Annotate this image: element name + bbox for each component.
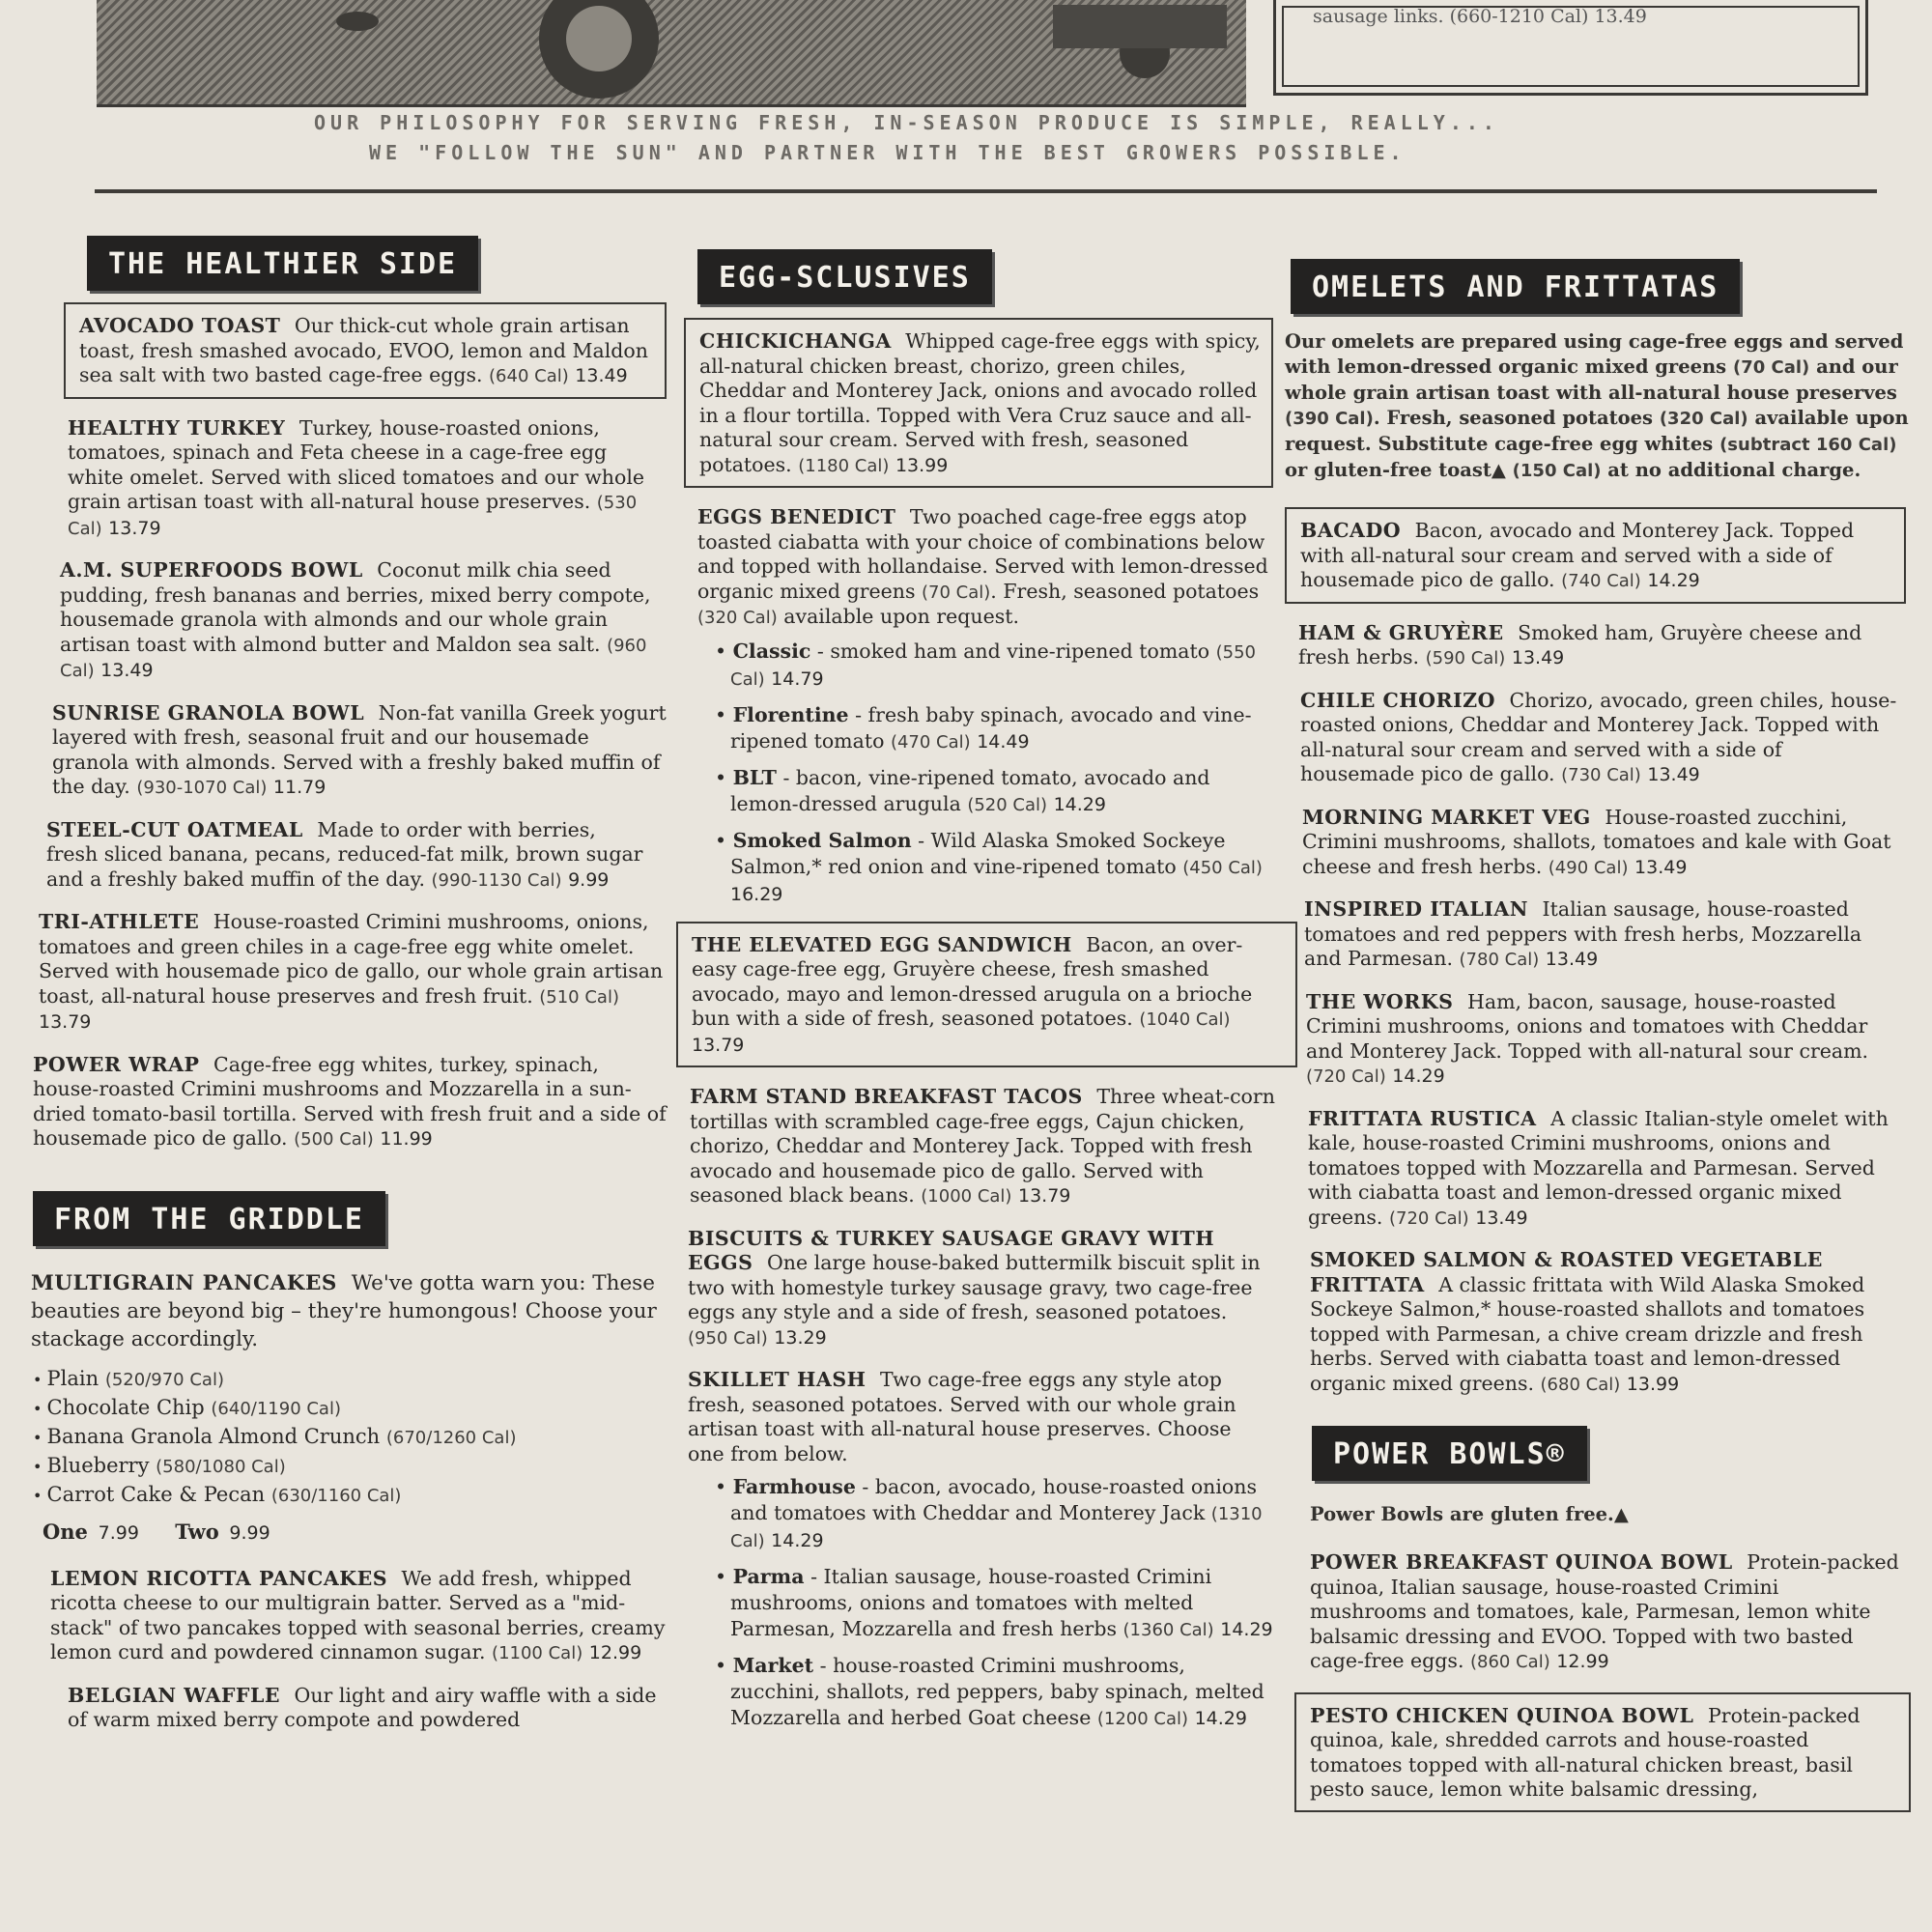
item-desc: Whipped cage-free eggs with spicy, all-natural chicken breast, chorizo, green chiles, Cheddar and Monterey Jack, onions and avocado rolled in a flour tortilla. Topped with Vera Cruz sauce and all-natural sour cream. Served with fresh, seasoned potatoes.: [699, 329, 1261, 476]
item-name: SUNRISE GRANOLA BOWL: [52, 700, 365, 724]
menu-item: [1310, 1248, 1909, 1397]
philosophy-statement: [97, 108, 1642, 168]
list-item: • BLT - bacon, vine-ripened tomato, avocado and lemon-dressed arugula (520 Cal) 14.29: [715, 765, 1210, 815]
section-title-omelets: OMELETS AND FRITTATAS: [1291, 259, 1740, 314]
item-price: 14.29: [1392, 1065, 1445, 1087]
item-price: 14.29: [1647, 570, 1700, 591]
item-price: 11.99: [380, 1128, 433, 1150]
item-name: PESTO CHICKEN QUINOA BOWL: [1310, 1703, 1694, 1727]
list-item: • Carrot Cake & Pecan (630/1160 Cal): [33, 1481, 667, 1510]
item-price: 13.49: [1511, 647, 1565, 668]
item-price: 13.29: [774, 1326, 827, 1349]
item-calories: (780 Cal): [1459, 950, 1540, 970]
menu-item: [1302, 806, 1901, 881]
item-name: AVOCADO TOAST: [79, 314, 281, 337]
item-calories: (860 Cal): [1470, 1652, 1550, 1672]
item-desc: House-roasted Crimini mushrooms, onions, tomatoes and green chiles in a cage-free egg white omelet. Served with housemade pico de gallo, our whole grain artisan toast, all-natural house preserves and fresh fruit.: [39, 910, 664, 1008]
divider: [95, 189, 1877, 193]
menu-item: [684, 318, 1273, 488]
item-name: SKILLET HASH: [688, 1368, 867, 1391]
menu-item: [1300, 689, 1899, 788]
column-middle: [684, 249, 1273, 1746]
list-item: • Farmhouse - bacon, avocado, house-roasted onions and tomatoes with Cheddar and Monterey Jack (1310 Cal) 14.29: [715, 1475, 1263, 1551]
item-name: BELGIAN WAFFLE: [68, 1683, 281, 1707]
item-calories: (1100 Cal): [492, 1643, 583, 1663]
section-title-egg-sclusives: EGG-SCLUSIVES: [697, 249, 992, 304]
item-name: FRITTATA RUSTICA: [1308, 1106, 1537, 1130]
item-name: THE ELEVATED EGG SANDWICH: [692, 932, 1072, 956]
menu-item: [688, 1368, 1273, 1466]
menu-item: [1306, 990, 1905, 1090]
item-name: EGGS BENEDICT: [697, 505, 896, 528]
item-calories: (640 Cal): [489, 366, 569, 386]
item-calories: (930-1070 Cal): [136, 778, 268, 798]
philosophy-line-2: WE "FOLLOW THE SUN" AND PARTNER WITH THE BEST GROWERS POSSIBLE.: [369, 141, 1406, 164]
list-item: • Parma - Italian sausage, house-roasted Crimini mushrooms, onions and tomatoes with melted Parmesan, Mozzarella and fresh herbs (1360 Cal) 14.29: [715, 1565, 1273, 1640]
item-calories: (720 Cal): [1306, 1066, 1386, 1087]
item-desc: Italian sausage, house-roasted tomatoes and red peppers with fresh herbs, Mozzarella and Parmesan.: [1304, 897, 1862, 970]
list-item: • Blueberry (580/1080 Cal): [33, 1452, 667, 1481]
item-price: 13.99: [1626, 1373, 1680, 1395]
menu-item: EGGS BENEDICT Two poached cage-free eggs atop toasted ciabatta with your choice of combinations below and topped with hollandaise. Served with lemon-dressed organic mixed greens (70 Cal). Fresh, seasoned potatoes (320 Cal) available upon request.: [697, 505, 1268, 628]
list-item: • Classic - smoked ham and vine-ripened tomato (550 Cal) 14.79: [715, 639, 1256, 690]
item-name: INSPIRED ITALIAN: [1304, 897, 1528, 921]
item-desc: Protein-packed quinoa, kale, shredded carrots and house-roasted tomatoes topped with all-natural chicken breast, basil pesto sauce, lemon white balsamic dressing,: [1310, 1703, 1861, 1801]
list-item: • Plain (520/970 Cal): [33, 1365, 667, 1394]
menu-item: [50, 1567, 667, 1666]
item-price: 13.49: [1545, 949, 1599, 970]
item-calories: (530 Cal): [68, 493, 638, 539]
stack-two-label: Two: [175, 1519, 219, 1544]
section-title-healthier-side: THE HEALTHIER SIDE: [87, 236, 478, 291]
item-price: 13.49: [1647, 764, 1700, 785]
item-desc: Cage-free egg whites, turkey, spinach, house-roasted Crimini mushrooms and Mozzarella in a sun-dried tomato-basil tortilla. Served with fresh fruit and a side of housemade pico de gallo.: [33, 1052, 667, 1150]
item-desc: Turkey, house-roasted onions, tomatoes, spinach and Feta cheese in a cage-free egg white omelet. Served with sliced tomatoes and our whole grain artisan toast with all-natural house preserves.: [68, 415, 645, 513]
stack-two-price: 9.99: [229, 1521, 270, 1544]
item-desc: We've gotta warn you: These beauties are beyond big – they're humongous! Choose your stackage accordingly.: [31, 1270, 657, 1351]
item-name: THE WORKS: [1306, 989, 1454, 1013]
item-price: 13.49: [575, 365, 628, 386]
benedict-options: [684, 639, 1273, 908]
section-title-griddle: FROM THE GRIDDLE: [33, 1191, 385, 1246]
item-desc: Bacon, an over-easy cage-free egg, Gruyère cheese, fresh smashed avocado, mayo and lemon-dressed arugula on a brioche bun with a side of fresh, seasoned potatoes.: [692, 932, 1253, 1030]
item-desc: Smoked ham, Gruyère cheese and fresh herbs.: [1298, 620, 1862, 668]
list-item: • Florentine - fresh baby spinach, avocado and vine-ripened tomato (470 Cal) 14.49: [715, 702, 1252, 753]
item-name: BISCUITS & TURKEY SAUSAGE GRAVY WITH EGGS: [688, 1226, 1215, 1274]
item-desc: Coconut milk chia seed pudding, fresh bananas and berries, mixed berry compote, housemade granola with almonds and our whole grain artisan toast with almond butter and Maldon sea salt.: [60, 558, 651, 656]
stack-pricing: [43, 1520, 667, 1544]
menu-item: [64, 302, 667, 399]
menu-item: [1310, 1550, 1899, 1675]
item-calories: (740 Cal): [1561, 571, 1641, 591]
menu-item: [1285, 507, 1906, 604]
item-calories: (1180 Cal): [798, 455, 890, 476]
menu-item: [46, 818, 645, 894]
item-desc: A classic frittata with Wild Alaska Smoked Sockeye Salmon,* house-roasted shallots and tomatoes topped with Parmesan, a chive cream drizzle and fresh herbs. Served with ciabatta toast and lemon-dressed organic mixed greens.: [1310, 1272, 1865, 1395]
item-name: A.M. SUPERFOODS BOWL: [60, 558, 363, 582]
item-price: 9.99: [568, 868, 610, 891]
item-name: MULTIGRAIN PANCAKES: [31, 1270, 337, 1295]
item-calories: (1040 Cal): [1139, 1009, 1231, 1030]
item-name: POWER BREAKFAST QUINOA BOWL: [1310, 1550, 1733, 1574]
item-calories: (730 Cal): [1561, 765, 1641, 785]
list-item: • Chocolate Chip (640/1190 Cal): [33, 1394, 667, 1423]
item-calories: (490 Cal): [1548, 857, 1629, 878]
menu-item: [68, 1684, 667, 1733]
item-price: 12.99: [1556, 1651, 1609, 1672]
item-desc: We add fresh, whipped ricotta cheese to our multigrain batter. Served as a "mid-stack" of two pancakes topped with seasonal berries, creamy lemon curd and powdered cinnamon sugar.: [50, 1566, 666, 1663]
item-name: TRI-ATHLETE: [39, 910, 200, 933]
menu-item: [1308, 1107, 1907, 1232]
menu-item: [690, 1085, 1298, 1209]
item-name: STEEL-CUT OATMEAL: [46, 817, 303, 841]
menu-item: [676, 922, 1297, 1068]
item-price: 13.79: [108, 517, 161, 539]
item-desc: House-roasted zucchini, Crimini mushrooms, shallots, tomatoes and kale with Goat cheese and fresh herbs.: [1302, 805, 1891, 878]
menu-item: [60, 558, 667, 684]
list-item: • Banana Granola Almond Crunch (670/1260 Cal): [33, 1423, 667, 1452]
item-calories: (500 Cal): [294, 1129, 374, 1150]
item-desc: Made to order with berries, fresh sliced banana, pecans, reduced-fat milk, brown sugar and a freshly baked muffin of the day.: [46, 817, 643, 891]
item-name: MORNING MARKET VEG: [1302, 805, 1591, 829]
item-name: FARM STAND BREAKFAST TACOS: [690, 1085, 1083, 1108]
item-desc: One large house-baked buttermilk biscuit split in two with homestyle turkey sausage gravy, two cage-free eggs any style and a side of fresh, seasoned potatoes.: [688, 1251, 1261, 1323]
item-desc: Chorizo, avocado, green chiles, house-roasted onions, Cheddar and Monterey Jack. Topped with all-natural sour cream and served with a side of housemade pico de gallo.: [1300, 688, 1897, 785]
top-menu-box: [1273, 0, 1868, 96]
menu-item: [1298, 621, 1888, 671]
item-desc: Bacon, avocado and Monterey Jack. Topped with all-natural sour cream and served with a side of housemade pico de gallo.: [1300, 519, 1855, 591]
menu-item: [68, 416, 667, 542]
philosophy-line-1: OUR PHILOSOPHY FOR SERVING FRESH, IN-SEASON PRODUCE IS SIMPLE, REALLY...: [314, 111, 1499, 134]
stack-one-label: One: [43, 1519, 88, 1544]
item-desc: Ham, bacon, sausage, house-roasted Crimini mushrooms, onions and tomatoes with Cheddar and Monterey Jack. Topped with all-natural sour cream.: [1306, 989, 1869, 1063]
power-bowls-note: Power Bowls are gluten free.▲: [1310, 1503, 1629, 1525]
item-price: 13.49: [1475, 1207, 1528, 1229]
item-calories: (70 Cal): [922, 582, 991, 603]
item-name: CHICKICHANGA: [699, 329, 892, 353]
item-name: POWER WRAP: [33, 1052, 200, 1076]
item-desc: Three wheat-corn tortillas with scrambled cage-free eggs, Cajun chicken, chorizo, Cheddar and Monterey Jack. Topped with fresh avocado and housemade pico de gallo. Served with seasoned black beans.: [690, 1085, 1275, 1207]
item-name: BACADO: [1300, 519, 1402, 542]
item-name: LEMON RICOTTA PANCAKES: [50, 1566, 387, 1590]
item-desc: Two poached cage-free eggs atop toasted ciabatta with your choice of combinations below and topped with hollandaise. Served with lemon-dressed organic mixed greens: [697, 505, 1268, 603]
item-calories: (990-1130 Cal): [431, 869, 562, 891]
item-desc: Our light and airy waffle with a side of warm mixed berry compote and powdered: [68, 1683, 657, 1731]
stack-one-price: 7.99: [98, 1521, 139, 1544]
item-price: 11.79: [272, 777, 327, 798]
item-calories: (590 Cal): [1425, 648, 1506, 668]
item-desc: Our thick-cut whole grain artisan toast, fresh smashed avocado, EVOO, lemon and Maldon sea salt with two basted cage-free eggs.: [79, 314, 648, 386]
cow-figure: [336, 12, 379, 31]
item-calories: (720 Cal): [1388, 1208, 1469, 1229]
item-name: SMOKED SALMON & ROASTED VEGETABLE FRITTATA: [1310, 1248, 1823, 1296]
column-right: [1285, 259, 1913, 1830]
menu-item: [33, 1053, 667, 1152]
item-price: 13.49: [1634, 856, 1688, 878]
item-calories: (950 Cal): [688, 1327, 768, 1349]
item-calories: (960 Cal): [60, 635, 647, 681]
menu-item: [39, 910, 667, 1036]
hash-options: [684, 1474, 1273, 1732]
item-price: 12.99: [588, 1642, 642, 1663]
menu-item: [31, 1269, 667, 1353]
menu-item: [1304, 897, 1903, 973]
item-name: HEALTHY TURKEY: [68, 415, 286, 440]
item-calories: (510 Cal): [539, 986, 619, 1008]
item-price: 13.49: [100, 660, 154, 681]
top-box-text: sausage links. (660-1210 Cal) 13.49: [1313, 6, 1647, 27]
item-calories: (1000 Cal): [921, 1186, 1012, 1207]
item-price: 13.79: [692, 1034, 745, 1056]
item-price: 13.79: [39, 1011, 92, 1033]
item-desc: A classic Italian-style omelet with kale, house-roasted Crimini mushrooms, onions and tomatoes topped with Mozzarella and Parmesan. Served with ciabatta toast and lemon-dressed organic mixed greens.: [1308, 1106, 1889, 1229]
farm-illustration: [97, 0, 1246, 107]
item-name: CHILE CHORIZO: [1300, 688, 1495, 712]
list-item: • Market - house-roasted Crimini mushrooms, zucchini, shallots, red peppers, baby spinach, melted Mozzarella and herbed Goat cheese (1200 Cal) 14.29: [715, 1654, 1264, 1729]
item-desc: Two cage-free eggs any style atop fresh, seasoned potatoes. Served with our whole grain artisan toast with all-natural house preserves. Choose one from below.: [688, 1368, 1236, 1465]
menu-item: [52, 701, 667, 801]
pancake-options: [29, 1365, 667, 1510]
item-desc: Protein-packed quinoa, Italian sausage, house-roasted Crimini mushrooms and tomatoes, kale, Parmesan, lemon white balsamic dressing and EVOO. Topped with two basted cage-free eggs.: [1310, 1550, 1899, 1672]
menu-item: [1294, 1692, 1911, 1812]
item-desc: Non-fat vanilla Greek yogurt layered with fresh, seasonal fruit and our housemade granola with almonds. Served with a freshly baked muffin of the day.: [52, 700, 667, 798]
item-price: 13.99: [895, 454, 949, 476]
section-title-power-bowls: POWER BOWLS®: [1312, 1426, 1587, 1481]
item-calories: (680 Cal): [1540, 1374, 1621, 1395]
list-item: • Smoked Salmon - Wild Alaska Smoked Sockeye Salmon,* red onion and vine-ripened tomato (450 Cal) 16.29: [715, 828, 1263, 905]
item-name: HAM & GRUYÈRE: [1298, 620, 1504, 644]
column-left: [29, 236, 667, 1750]
item-price: 13.79: [1018, 1185, 1071, 1207]
menu-item: [688, 1227, 1273, 1351]
omelets-intro: Our omelets are prepared using cage-free eggs and served with lemon-dressed organic mixed greens (70 Cal) and our whole grain artisan toast with all-natural house preserves (390 Cal). Fresh, seasoned potatoes (320 Cal) available upon request. Substitute cage-free egg whites (subtract 160 Cal) or gluten-free toast▲ (150 Cal) at no additional charge.: [1285, 330, 1909, 481]
